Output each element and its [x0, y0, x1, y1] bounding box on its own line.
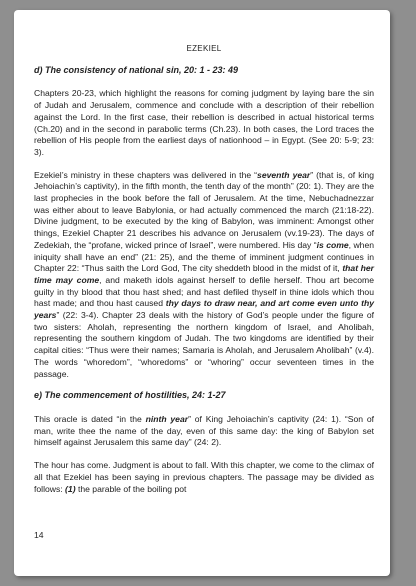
text-run: Chapters 20-23, which highlight the reasons for coming judgment by laying bare the sin of Judah and Jerusalem, commence and conclude with a description of their rebellion against the Lord. In the first case, their rebellion is described in actual historical terms (Ch.20) and in the second in parabolic terms (Ch.23). In both cases, the Lord traces the rebellion of His people from the earliest days of nationhood – in Egypt. (See 20: 5-9; 23: 3).	[34, 88, 374, 157]
section-heading: d) The consistency of national sin, 20: 1 - 23: 49	[34, 64, 239, 75]
emphasis-text: that her time may come	[34, 263, 374, 285]
text-run: ” (22: 3-4). Chapter 23 deals with the history of God’s people under the figure of two sisters: Aholah, representing the northern kingdom of Israel, and Aholibah, representing the southern kingdom of Judah. The two kingdoms are identified by their capital cities: “Thus were their names; Samaria is Aholah, and Jerusalem Aholibah” (v.4). The words “whoredom”, “whoredoms” or “whoring” occur seventeen times in the passage.	[34, 310, 374, 379]
document-page	[14, 10, 390, 576]
text-run: Ezekiel’s ministry in these chapters was delivered in the “	[34, 169, 258, 180]
paragraph	[34, 460, 374, 495]
page-content	[34, 10, 374, 495]
text-run: This oracle is dated “in the	[34, 413, 146, 424]
text-run: , and maketh idols against herself to defile herself. Thou art become guilty in thy blood that thou hast shed; and hast defiled thyself in thine idols which thou hast made; and thou hast caused	[34, 274, 374, 309]
emphasis-text: seventh year	[257, 169, 311, 180]
section-heading: e) The commencement of hostilities, 24: 1-27	[34, 390, 226, 401]
text-run: ” (that is, of king Jehoiachin’s captivity), in the fifth month, the tenth day of the month” (20: 1). They are the last prophecies in the book before the fall of Jerusalem. At the time, Nebuchadnezzar was either about to leave Babylonia, or had actually commenced the march (21:18-22). Divine judgment, to be executed by the king of Babylon, was imminent: Amongst other things, Ezekiel Chapter 21 describes his advance on Jerusalem (vv.19-23). The days of Zedekiah, the “profane, wicked prince of Israel”, were numbered. His day “	[34, 169, 374, 250]
emphasis-text: ninth year	[145, 413, 189, 424]
emphasis-text: (1)	[65, 483, 76, 494]
section-e	[34, 390, 374, 495]
emphasis-text: is come	[316, 239, 349, 250]
section-d	[34, 65, 374, 381]
emphasis-text: thy days to draw near, and art come even unto thy years	[34, 298, 374, 321]
running-head: EZEKIEL	[186, 44, 222, 53]
text-run: , when iniquity shall have an end” (21: 25), and the theme of imminent judgment continues in Chapter 22: “Thus saith the Lord God, The city sheddeth blood in the midst of it,	[34, 239, 375, 274]
text-run: The hour has come. Judgment is about to fall. With this chapter, we come to the climax of all that Ezekiel has been saying in previous chapters. The passage may be divided as follows:	[34, 460, 374, 494]
paragraph	[34, 88, 374, 158]
paragraph	[34, 170, 374, 381]
paragraph	[34, 414, 374, 449]
text-run: the parable of the boiling pot	[75, 483, 187, 494]
page-number: 14	[34, 530, 44, 540]
text-run: ” of King Jehoiachin’s captivity (24: 1). “Son of man, write thee the name of the day, even of this same day: the king of Babylon set himself against Jerusalem this same day” (24: 2).	[34, 413, 374, 448]
